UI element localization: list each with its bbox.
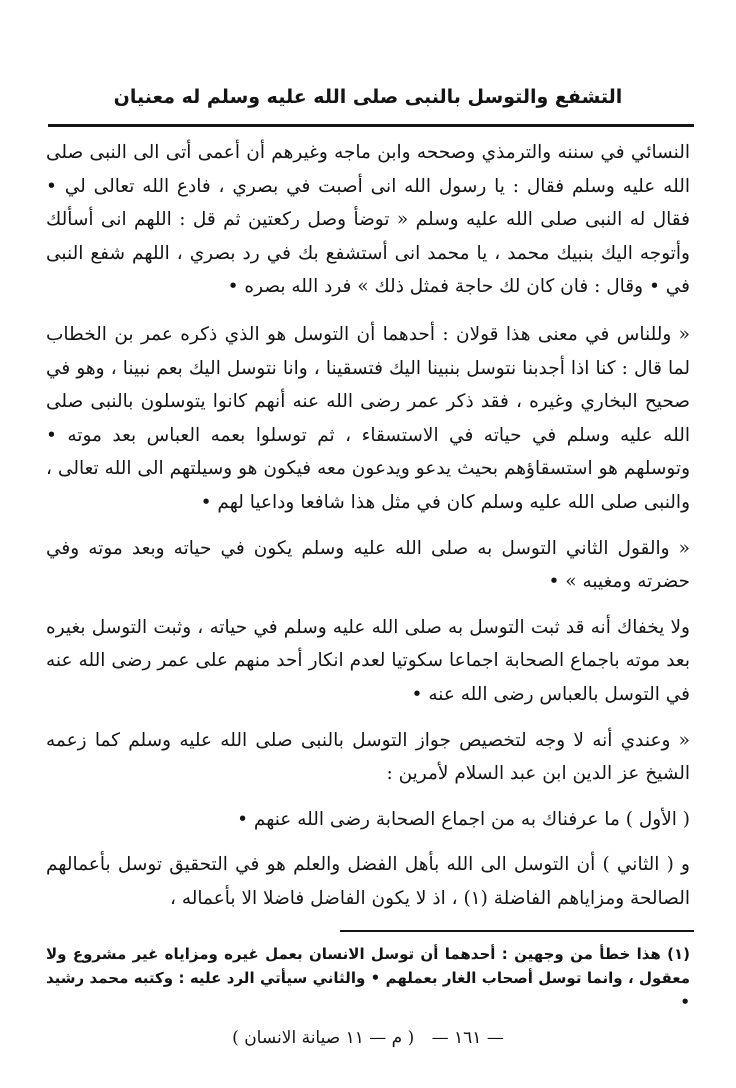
page-number: — ١٦١ —: [431, 1028, 504, 1048]
footnote-divider: [340, 930, 694, 932]
paragraph: و ( الثاني ) أن التوسل الى الله بأهل الفضل والعلم هو في التحقيق توسل بأعمالهم الصالحة ومزاياهم الفاضلة (١) ، اذ لا يكون الفاضل فاضلا الا بأعماله ،: [46, 854, 690, 909]
paragraph: « وعندي أنه لا وجه لتخصيص جواز التوسل بالنبى صلى الله عليه وسلم كما زعمه الشيخ عز الدين ابن عبد السلام لأمرين :: [46, 729, 690, 785]
paragraph: النسائي في سننه والترمذي وصححه وابن ماجه وغيرهم أن أعمى أتى الى النبى صلى الله عليه وسلم فقال : يا رسول الله انى أصبت في بصري ، فادع الله تعالى لي • فقال له النبى صلى الله عليه وسلم « توضأ وصل ركعتين ثم قل : اللهم انى أسألك وأتوجه اليك بنبيك محمد ، يا محمد انى أستشفع بك في رد بصري ، اللهم شفع النبى في • وقال : فان كان لك حاجة فمثل ذلك » فرد الله بصره •: [46, 142, 690, 298]
body-text: [46, 136, 690, 927]
header-divider: [48, 124, 694, 127]
signature-mark: ( م — ١١ صيانة الانسان ): [232, 1028, 415, 1048]
paragraph: ( الأول ) ما عرفناك به من اجماع الصحابة رضى الله عنهم •: [237, 808, 690, 830]
paragraph: « والقول الثاني التوسل به صلى الله عليه وسلم يكون في حياته وبعد موته وفي حضرته ومغيبه » •: [46, 537, 690, 593]
page-header-title: التشفع والتوسل بالنبى صلى الله عليه وسلم له معنيان: [113, 86, 623, 108]
paragraph: ولا يخفاك أنه قد ثبت التوسل به صلى الله عليه وسلم في حياته ، وثبت التوسل بغيره بعد موته باجماع الصحابة اجماعا سكوتيا لعدم انكار أحد منهم على عمر رضى الله عنه في التوسل بالعباس رضى الله عنه •: [46, 616, 690, 705]
paragraph: « وللناس في معنى هذا قولان : أحدهما أن التوسل هو الذي ذكره عمر بن الخطاب لما قال : كنا اذا أجدبنا نتوسل بنبينا اليك فتسقينا ، وانا نتوسل اليك بعم نبينا ، وهو في صحيح البخاري وغيره ، فقد ذكر عمر رضى الله عنه أنهم كانوا يتوسلون بالنبى صلى الله عليه وسلم في حياته في الاستسقاء ، ثم توسلوا بعمه العباس بعد موته • وتوسلهم هو استسقاؤهم بحيث يدعو ويدعون معه فيكون هو وسيلتهم الى الله تعالى ، والنبى صلى الله عليه وسلم كان في مثل هذا شافعا وداعيا لهم •: [46, 323, 690, 513]
footnote: (١) هذا خطأ من وجهين : أحدهما أن توسل الانسان بعمل غيره ومزاياه غير مشروع ولا معقول ، وانما توسل أصحاب الغار بعملهم • والثاني سيأتي الرد عليه : وكتبه محمد رشيد •: [46, 945, 690, 1011]
page-footer: [60, 1028, 676, 1048]
